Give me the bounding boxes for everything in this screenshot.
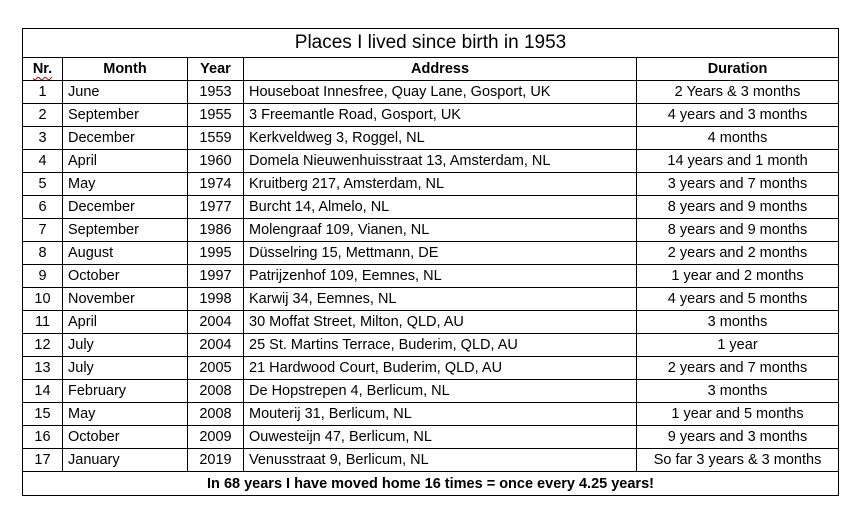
cell-month: April <box>63 150 188 173</box>
cell-nr: 12 <box>23 334 63 357</box>
cell-year: 1960 <box>188 150 244 173</box>
cell-address: Mouterij 31, Berlicum, NL <box>244 403 637 426</box>
cell-duration: 3 years and 7 months <box>637 173 839 196</box>
cell-year: 1986 <box>188 219 244 242</box>
cell-address: De Hopstrepen 4, Berlicum, NL <box>244 380 637 403</box>
cell-duration: 2 years and 7 months <box>637 357 839 380</box>
table-row <box>23 403 839 426</box>
cell-duration: 3 months <box>637 380 839 403</box>
cell-duration: 14 years and 1 month <box>637 150 839 173</box>
cell-duration: 2 Years & 3 months <box>637 81 839 104</box>
table-row <box>23 127 839 150</box>
cell-duration: 4 months <box>637 127 839 150</box>
cell-month: May <box>63 403 188 426</box>
cell-month: September <box>63 104 188 127</box>
cell-year: 2008 <box>188 380 244 403</box>
header-duration: Duration <box>637 58 839 81</box>
cell-nr: 10 <box>23 288 63 311</box>
cell-month: December <box>63 196 188 219</box>
cell-year: 1559 <box>188 127 244 150</box>
summary-footer: In 68 years I have moved home 16 times = once every 4.25 years! <box>23 472 839 496</box>
cell-nr: 16 <box>23 426 63 449</box>
cell-address: 30 Moffat Street, Milton, QLD, AU <box>244 311 637 334</box>
cell-month: September <box>63 219 188 242</box>
residence-table-body <box>23 29 839 496</box>
cell-month: December <box>63 127 188 150</box>
cell-year: 1955 <box>188 104 244 127</box>
cell-address: Ouwesteijn 47, Berlicum, NL <box>244 426 637 449</box>
cell-nr: 9 <box>23 265 63 288</box>
cell-duration: 4 years and 3 months <box>637 104 839 127</box>
residence-table-wrapper <box>22 28 839 496</box>
cell-nr: 3 <box>23 127 63 150</box>
cell-year: 1997 <box>188 265 244 288</box>
cell-address: Molengraaf 109, Vianen, NL <box>244 219 637 242</box>
cell-address: Houseboat Innesfree, Quay Lane, Gosport, UK <box>244 81 637 104</box>
cell-address: Düsselring 15, Mettmann, DE <box>244 242 637 265</box>
cell-duration: 2 years and 2 months <box>637 242 839 265</box>
cell-year: 2019 <box>188 449 244 472</box>
table-row <box>23 196 839 219</box>
cell-duration: 8 years and 9 months <box>637 196 839 219</box>
cell-year: 1995 <box>188 242 244 265</box>
cell-nr: 13 <box>23 357 63 380</box>
table-row <box>23 173 839 196</box>
table-row <box>23 104 839 127</box>
header-year: Year <box>188 58 244 81</box>
residence-table <box>22 28 839 496</box>
table-row <box>23 81 839 104</box>
cell-month: July <box>63 357 188 380</box>
cell-nr: 1 <box>23 81 63 104</box>
cell-nr: 6 <box>23 196 63 219</box>
table-row <box>23 357 839 380</box>
cell-address: Domela Nieuwenhuisstraat 13, Amsterdam, NL <box>244 150 637 173</box>
cell-year: 1998 <box>188 288 244 311</box>
cell-month: August <box>63 242 188 265</box>
cell-nr: 7 <box>23 219 63 242</box>
table-title: Places I lived since birth in 1953 <box>23 29 839 58</box>
cell-duration: 4 years and 5 months <box>637 288 839 311</box>
cell-address: Patrijzenhof 109, Eemnes, NL <box>244 265 637 288</box>
cell-year: 2009 <box>188 426 244 449</box>
table-row <box>23 150 839 173</box>
cell-duration: 1 year <box>637 334 839 357</box>
cell-nr: 4 <box>23 150 63 173</box>
cell-month: November <box>63 288 188 311</box>
table-row <box>23 242 839 265</box>
cell-year: 1953 <box>188 81 244 104</box>
cell-duration: 8 years and 9 months <box>637 219 839 242</box>
cell-duration: So far 3 years & 3 months <box>637 449 839 472</box>
table-row <box>23 265 839 288</box>
cell-address: Kruitberg 217, Amsterdam, NL <box>244 173 637 196</box>
cell-year: 2008 <box>188 403 244 426</box>
cell-month: January <box>63 449 188 472</box>
cell-year: 1977 <box>188 196 244 219</box>
header-nr-label: Nr. <box>32 61 53 77</box>
cell-year: 1974 <box>188 173 244 196</box>
table-row <box>23 334 839 357</box>
cell-nr: 15 <box>23 403 63 426</box>
cell-address: Venusstraat 9, Berlicum, NL <box>244 449 637 472</box>
header-nr <box>23 58 63 81</box>
cell-duration: 3 months <box>637 311 839 334</box>
cell-year: 2004 <box>188 334 244 357</box>
table-row <box>23 311 839 334</box>
cell-nr: 17 <box>23 449 63 472</box>
cell-month: May <box>63 173 188 196</box>
cell-address: Kerkveldweg 3, Roggel, NL <box>244 127 637 150</box>
cell-month: July <box>63 334 188 357</box>
cell-nr: 5 <box>23 173 63 196</box>
cell-nr: 11 <box>23 311 63 334</box>
cell-duration: 1 year and 5 months <box>637 403 839 426</box>
cell-address: 25 St. Martins Terrace, Buderim, QLD, AU <box>244 334 637 357</box>
cell-nr: 14 <box>23 380 63 403</box>
table-row <box>23 380 839 403</box>
cell-month: October <box>63 426 188 449</box>
cell-nr: 2 <box>23 104 63 127</box>
table-row <box>23 426 839 449</box>
cell-month: June <box>63 81 188 104</box>
cell-month: February <box>63 380 188 403</box>
header-address: Address <box>244 58 637 81</box>
cell-month: April <box>63 311 188 334</box>
cell-duration: 9 years and 3 months <box>637 426 839 449</box>
cell-year: 2005 <box>188 357 244 380</box>
cell-duration: 1 year and 2 months <box>637 265 839 288</box>
cell-address: 21 Hardwood Court, Buderim, QLD, AU <box>244 357 637 380</box>
cell-month: October <box>63 265 188 288</box>
header-month: Month <box>63 58 188 81</box>
cell-address: 3 Freemantle Road, Gosport, UK <box>244 104 637 127</box>
table-row <box>23 219 839 242</box>
cell-nr: 8 <box>23 242 63 265</box>
cell-year: 2004 <box>188 311 244 334</box>
table-row <box>23 288 839 311</box>
header-row <box>23 58 839 81</box>
cell-address: Burcht 14, Almelo, NL <box>244 196 637 219</box>
title-row <box>23 29 839 58</box>
footer-row <box>23 472 839 496</box>
table-row <box>23 449 839 472</box>
cell-address: Karwij 34, Eemnes, NL <box>244 288 637 311</box>
